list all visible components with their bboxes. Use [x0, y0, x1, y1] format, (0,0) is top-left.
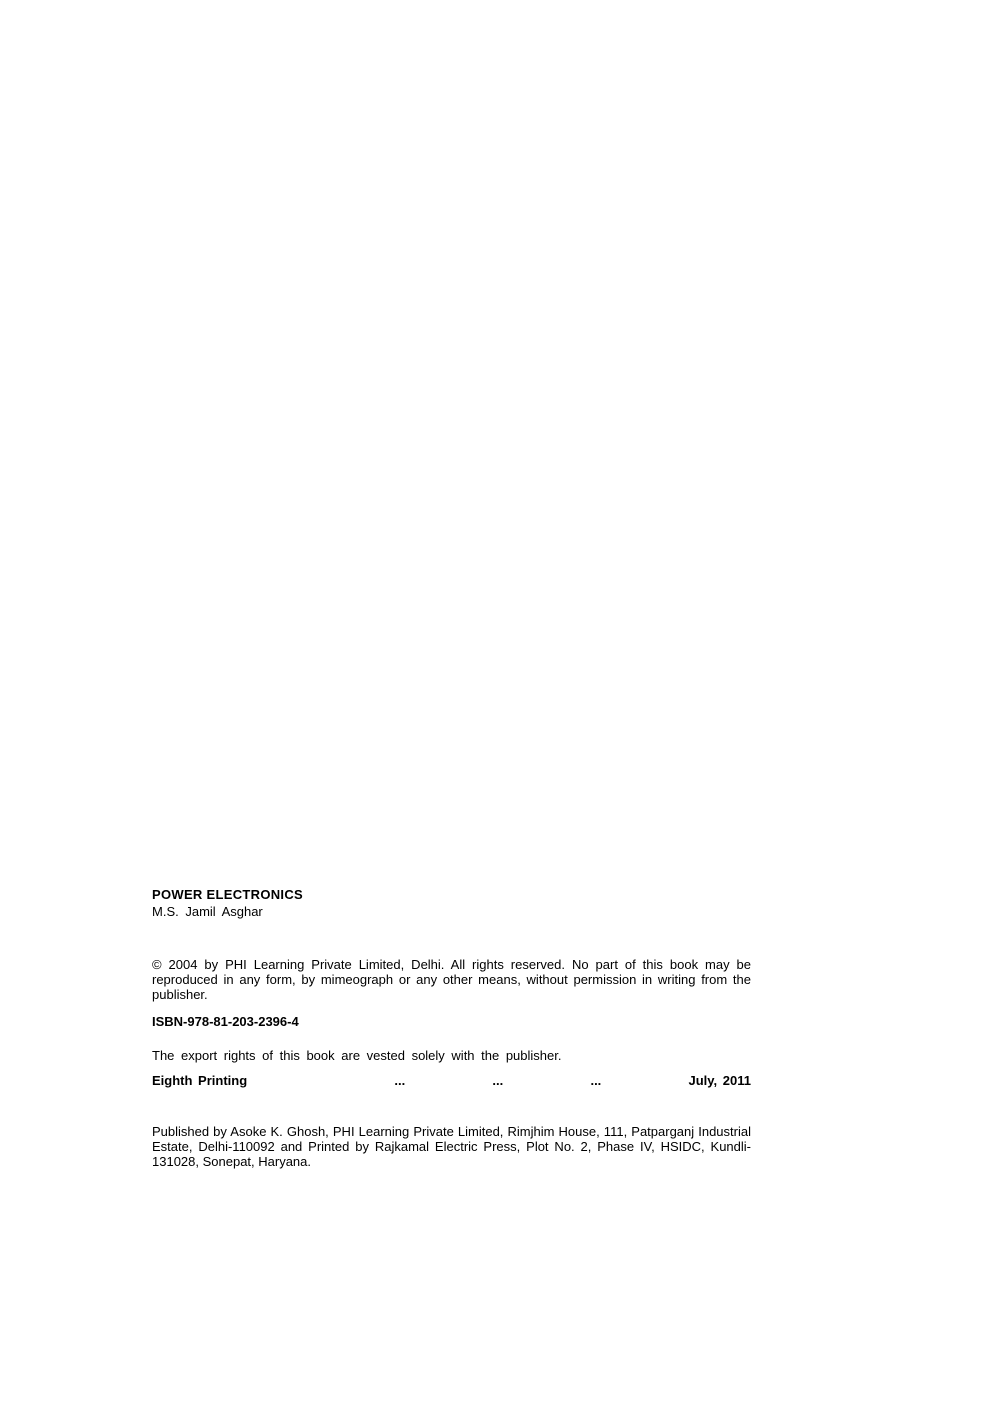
- imprint-block: [152, 887, 751, 1169]
- book-title: POWER ELECTRONICS: [152, 887, 303, 902]
- publisher-notice: Published by Asoke K. Ghosh, PHI Learning Private Limited, Rimjhim House, 111, Patparganj Industrial Estate, Delhi-110092 and Printed by Rajkamal Electric Press, Plot No. 2, Phase IV, HSIDC, Kundli-131028, Sonepat, Haryana.: [152, 1124, 751, 1169]
- printing-line: [152, 1073, 751, 1088]
- printing-date: July, 2011: [688, 1073, 751, 1088]
- printing-ellipsis: ...: [492, 1073, 504, 1088]
- export-rights-notice: The export rights of this book are vested solely with the publisher.: [152, 1048, 562, 1063]
- printing-ellipsis: ...: [590, 1073, 602, 1088]
- printing-ellipsis: ...: [394, 1073, 406, 1088]
- isbn-number: ISBN-978-81-203-2396-4: [152, 1014, 299, 1029]
- printing-edition: Eighth Printing: [152, 1073, 248, 1088]
- author-name: M.S. Jamil Asghar: [152, 904, 263, 919]
- copyright-notice: © 2004 by PHI Learning Private Limited, Delhi. All rights reserved. No part of this book may be reproduced in any form, by mimeograph or any other means, without permission in writing from the publisher.: [152, 957, 751, 1002]
